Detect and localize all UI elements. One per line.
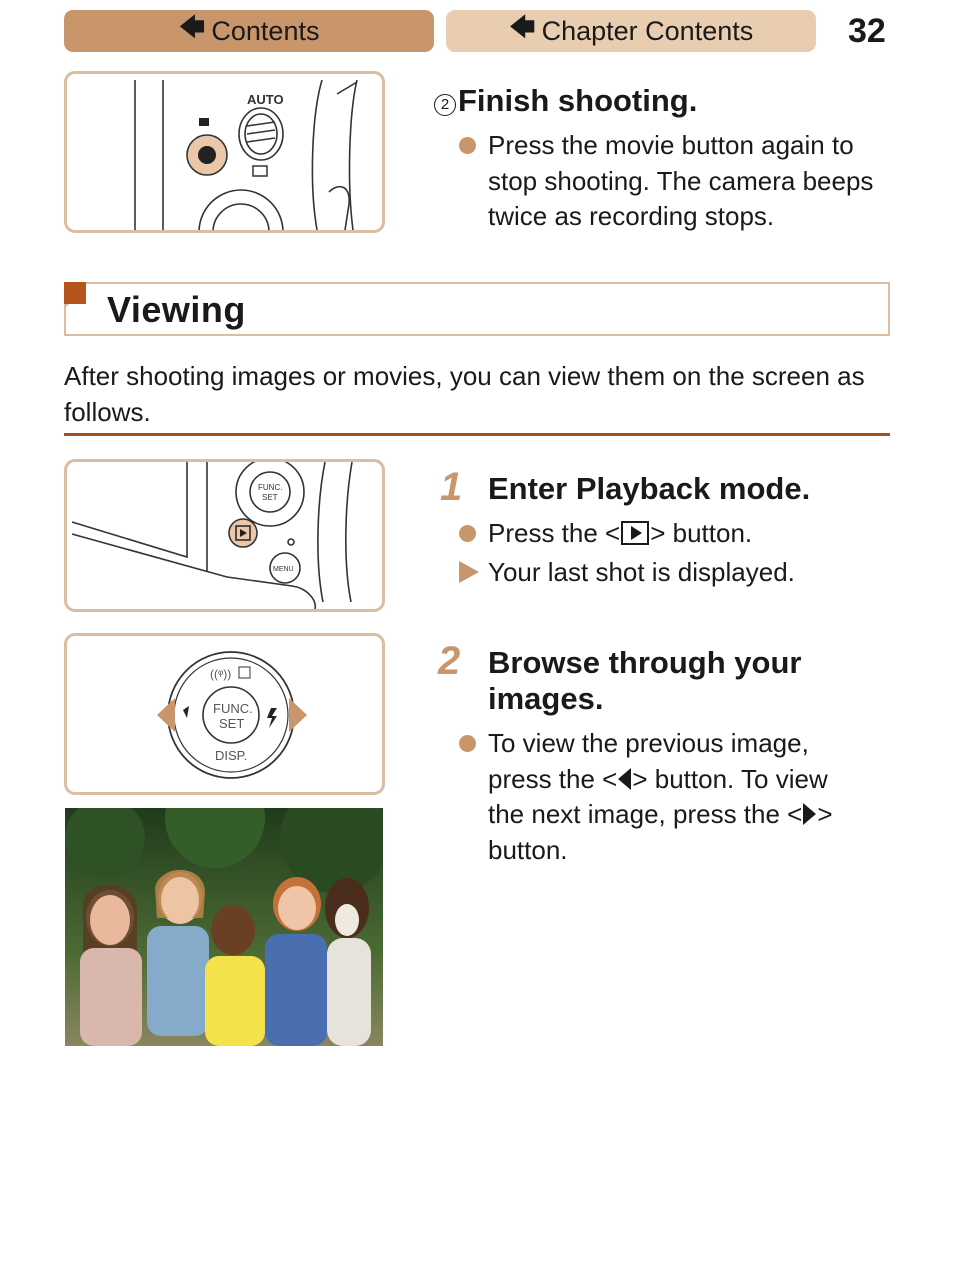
step-2-heading-line2: images. xyxy=(488,681,604,716)
left-arrow-icon xyxy=(618,768,631,790)
viewing-intro: After shooting images or movies, you can view them on the screen as follows. xyxy=(64,361,865,427)
control-dial-illustration xyxy=(64,633,385,795)
page-number: 32 xyxy=(848,12,886,50)
playback-button-icon xyxy=(621,521,649,545)
svg-text:((ᵠ)): ((ᵠ)) xyxy=(210,667,232,681)
step-2-bullet xyxy=(488,726,888,868)
contents-label: Contents xyxy=(211,15,320,46)
step-1-number: 1 xyxy=(440,465,463,509)
step-2-text-5: > xyxy=(817,799,833,829)
bullet-dot-icon xyxy=(459,525,476,542)
back-arrow-icon: 🡄 xyxy=(508,12,536,42)
bullet-dot-icon xyxy=(459,735,476,752)
back-arrow-icon: 🡄 xyxy=(178,12,206,42)
step-2-line-2 xyxy=(488,762,888,798)
finish-bullet-text: Press the movie button again to stop shooting. The camera beeps twice as recording stops. xyxy=(488,130,874,231)
chapter-contents-label: Chapter Contents xyxy=(541,15,754,46)
finish-bullet xyxy=(488,128,888,235)
section-divider xyxy=(64,433,890,436)
step-2-line-4: button. xyxy=(488,834,568,865)
section-title: Viewing xyxy=(107,289,246,330)
func-label-small: FUNC. xyxy=(258,483,283,492)
func-label: FUNC. xyxy=(213,701,253,716)
playback-button-illustration xyxy=(64,459,385,612)
step-1-result-text: Your last shot is displayed. xyxy=(488,557,795,587)
disp-label: DISP. xyxy=(215,748,248,763)
movie-button-illustration xyxy=(64,71,385,233)
right-arrow-icon xyxy=(803,803,816,825)
sample-photo xyxy=(65,808,383,1046)
bullet-dot-icon xyxy=(459,137,476,154)
step-1-bullet-prefix: Press the < xyxy=(488,518,621,548)
chapter-contents-button[interactable] xyxy=(446,10,816,52)
step-2-number: 2 xyxy=(438,639,461,683)
result-arrow-icon xyxy=(459,561,479,583)
step-2-text-2: press the < xyxy=(488,763,618,794)
step-1-result xyxy=(488,555,795,591)
step-2-heading-line1: Browse through your xyxy=(488,645,802,680)
step-1-bullet xyxy=(488,516,752,552)
section-corner-icon xyxy=(64,282,104,336)
step-1-heading: Enter Playback mode. xyxy=(488,471,811,506)
circled-2-icon: 2 xyxy=(434,94,456,116)
set-label: SET xyxy=(219,716,245,731)
step-2-text-3: > button. To view xyxy=(632,763,828,794)
step-2-heading xyxy=(488,645,801,717)
auto-label: AUTO xyxy=(247,92,284,107)
step-2-line-3 xyxy=(488,797,888,833)
finish-heading xyxy=(434,83,697,119)
step-2-text-4: the next image, press the < xyxy=(488,799,803,829)
menu-label: MENU xyxy=(273,566,294,573)
step-2-line-1: To view the previous image, xyxy=(488,728,809,758)
set-label-small: SET xyxy=(262,493,278,502)
finish-heading-text: Finish shooting. xyxy=(458,83,698,118)
contents-button[interactable] xyxy=(64,10,434,52)
step-1-bullet-suffix: > button. xyxy=(650,518,753,548)
